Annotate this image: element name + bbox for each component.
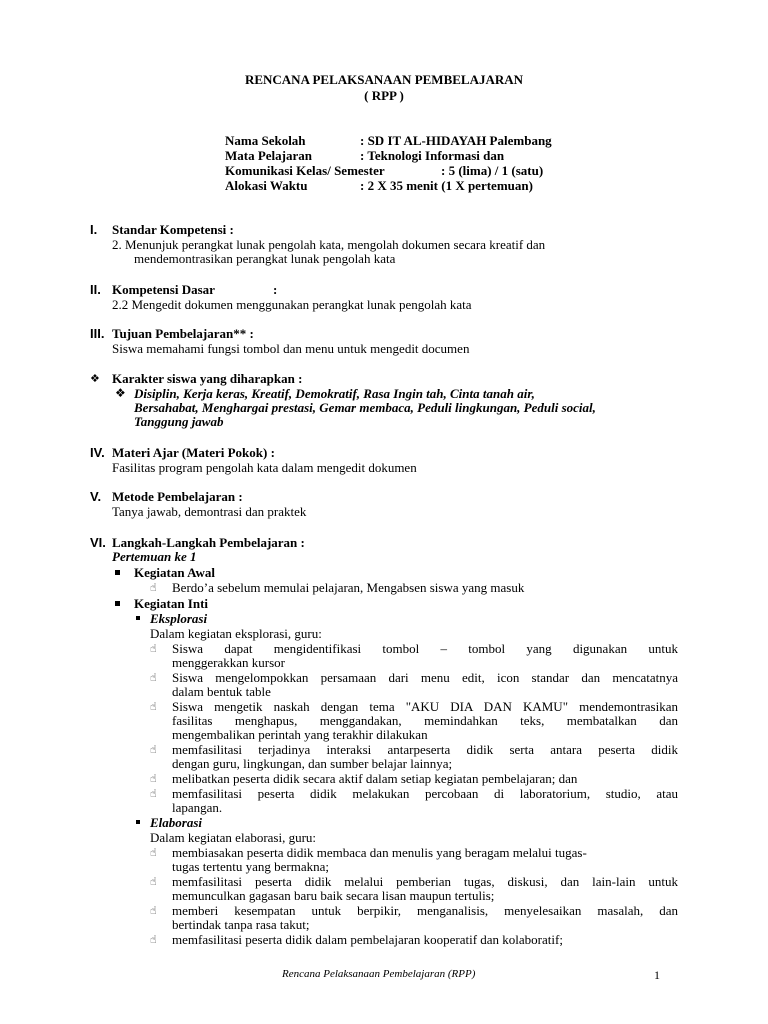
hand-pointer-icon: ☝ <box>150 700 157 713</box>
character-values-2: Bersahabat, Menghargai prestasi, Gemar membaca, Peduli lingkungan, Peduli social, <box>134 400 596 415</box>
hand-pointer-icon: ☝ <box>150 933 157 946</box>
section-4-text: Fasilitas program pengolah kata dalam mengedit dokumen <box>112 460 417 475</box>
elaboration-item-3-cont: bertindak tanpa rasa takut; <box>172 917 310 932</box>
square-bullet-icon <box>136 820 140 824</box>
section-1-text-cont: mendemontrasikan perangkat lunak pengolah kata <box>134 251 396 266</box>
section-3-text: Siswa memahami fungsi tombol dan menu untuk mengedit documen <box>112 341 470 356</box>
elaboration-item-3: memberi kesempatan untuk berpikir, menganalisis, menyelesaikan masalah, dan <box>172 903 678 918</box>
hand-pointer-icon: ☝ <box>150 642 157 655</box>
exploration-item-1: Siswa dapat mengidentifikasi tombol – tombol yang digunakan untuk <box>172 641 678 656</box>
hand-pointer-icon: ☝ <box>150 743 157 756</box>
character-title: Karakter siswa yang diharapkan : <box>112 371 303 386</box>
square-bullet-icon <box>115 601 120 606</box>
exploration-item-2-cont: dalam bentuk table <box>172 684 271 699</box>
exploration-intro: Dalam kegiatan eksplorasi, guru: <box>150 626 322 641</box>
elaboration-item-1: membiasakan peserta didik membaca dan menulis yang beragam melalui tugas- <box>172 845 587 860</box>
square-bullet-icon <box>115 570 120 575</box>
hand-pointer-icon: ☝ <box>150 671 157 684</box>
elaboration-intro: Dalam kegiatan elaborasi, guru: <box>150 830 317 845</box>
school-value: : SD IT AL-HIDAYAH Palembang <box>360 133 552 148</box>
character-values-1: Disiplin, Kerja keras, Kreatif, Demokratif, Rasa Ingin tah, Cinta tanah air, <box>134 386 535 401</box>
elaboration-item-2-cont: memunculkan gagasan baru baik secara lisan maupun tertulis; <box>172 888 495 903</box>
exploration-item-5: melibatkan peserta didik secara aktif dalam setiap kegiatan pembelajaran; dan <box>172 771 578 786</box>
section-1-number: I. <box>90 222 98 237</box>
hand-pointer-icon: ☝ <box>150 904 157 917</box>
class-label: Komunikasi Kelas/ Semester <box>225 163 385 178</box>
hand-pointer-icon: ☝ <box>150 875 157 888</box>
section-2-colon: : <box>273 282 278 297</box>
section-3-title: Tujuan Pembelajaran** : <box>112 326 254 341</box>
exploration-item-1-cont: menggerakkan kursor <box>172 655 285 670</box>
elaboration-item-1-cont: tugas tertentu yang bermakna; <box>172 859 330 874</box>
page-number: 1 <box>654 968 660 982</box>
section-2-title: Kompetensi Dasar <box>112 282 215 297</box>
subject-value: : Teknologi Informasi dan <box>360 148 505 163</box>
section-4-title: Materi Ajar (Materi Pokok) : <box>112 445 275 460</box>
footer-text: Rencana Pelaksanaan Pembelajaran (RPP) <box>282 968 476 980</box>
hand-pointer-icon: ☝ <box>150 787 157 800</box>
exploration-item-3-cont: fasilitas menghapus, menggandakan, memindahkan teks, membatalkan dan <box>172 713 678 728</box>
section-1-title: Standar Kompetensi : <box>112 222 234 237</box>
opening-activity-title: Kegiatan Awal <box>134 565 216 580</box>
exploration-title: Eksplorasi <box>150 611 208 626</box>
exploration-item-3: Siswa mengetik naskah dengan tema "AKU DIA DAN KAMU" mendemontrasikan <box>172 699 678 714</box>
square-bullet-icon <box>136 616 140 620</box>
section-5-text: Tanya jawab, demontrasi dan praktek <box>112 504 307 519</box>
document-title: RENCANA PELAKSANAAN PEMBELAJARAN <box>244 72 524 87</box>
section-5-title: Metode Pembelajaran : <box>112 489 243 504</box>
section-4-number: IV. <box>90 445 105 460</box>
core-activity-title: Kegiatan Inti <box>134 596 209 611</box>
hand-pointer-icon: ☝ <box>150 772 157 785</box>
exploration-item-2: Siswa mengelompokkan persamaan dari menu edit, icon standar dan mencatatnya <box>172 670 678 685</box>
elaboration-title: Elaborasi <box>150 815 203 830</box>
diamond-bullet-icon: ❖ <box>90 372 100 385</box>
section-3-number: III. <box>90 326 105 341</box>
document-subtitle: ( RPP ) <box>364 88 404 103</box>
section-6-title: Langkah-Langkah Pembelajaran : <box>112 535 305 550</box>
section-6-number: VI. <box>90 535 106 550</box>
exploration-item-4-cont: dengan guru, lingkungan, dan sumber belajar lainnya; <box>172 756 453 771</box>
time-value: : 2 X 35 menit (1 X pertemuan) <box>360 178 533 193</box>
character-values-3: Tanggung jawab <box>134 414 224 429</box>
elaboration-item-4: memfasilitasi peserta didik dalam pembelajaran kooperatif dan kolaboratif; <box>172 932 563 947</box>
elaboration-item-2: memfasilitasi peserta didik melalui pemberian tugas, diskusi, dan lain-lain untuk <box>172 874 678 889</box>
exploration-item-3-end: mengembalikan perintah yang terakhir dilakukan <box>172 727 428 742</box>
exploration-item-6-cont: lapangan. <box>172 800 223 815</box>
diamond-bullet-icon: ❖ <box>115 386 126 400</box>
opening-activity-item: Berdo’a sebelum memulai pelajaran, Mengabsen siswa yang masuk <box>172 580 525 595</box>
exploration-item-6: memfasilitasi peserta didik melakukan percobaan di laboratorium, studio, atau <box>172 786 678 801</box>
hand-pointer-icon: ☝ <box>150 581 157 594</box>
meeting-label: Pertemuan ke 1 <box>112 549 197 564</box>
hand-pointer-icon: ☝ <box>150 846 157 859</box>
section-2-text: 2.2 Mengedit dokumen menggunakan perangkat lunak pengolah kata <box>112 297 472 312</box>
section-5-number: V. <box>90 489 102 504</box>
school-label: Nama Sekolah <box>225 133 306 148</box>
time-label: Alokasi Waktu <box>225 178 308 193</box>
exploration-item-4: memfasilitasi terjadinya interaksi antarpeserta didik serta antara peserta didik <box>172 742 678 757</box>
section-2-number: II. <box>90 282 101 297</box>
subject-label: Mata Pelajaran <box>225 148 313 163</box>
class-value: : 5 (lima) / 1 (satu) <box>441 163 544 178</box>
section-1-text: 2. Menunjuk perangkat lunak pengolah kata, mengolah dokumen secara kreatif dan <box>112 237 546 252</box>
